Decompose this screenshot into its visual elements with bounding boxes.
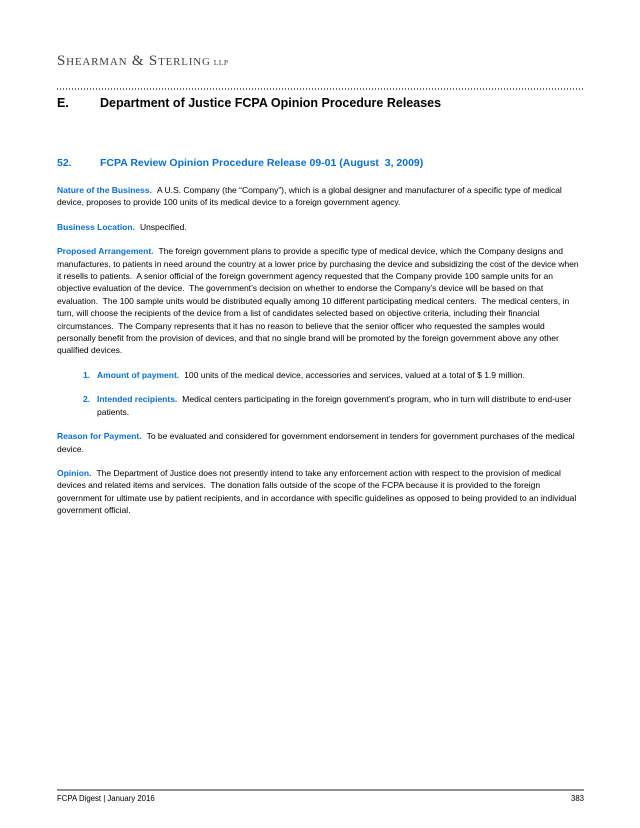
- footer-digest-label: FCPA Digest | January 2016: [57, 794, 155, 803]
- release-heading-number: 52.: [57, 157, 72, 169]
- list-item-label: Amount of payment.: [97, 369, 180, 380]
- paragraph-label: Business Location.: [57, 221, 135, 232]
- paragraph-text: A U.S. Company (the “Company”), which is a global designer and manufacturer of a specific type of medical device, proposes to provide 100 units of its medical device to a foreign government agency.: [57, 185, 565, 208]
- paragraph-text: The Department of Justice does not presently intend to take any enforcement action with respect to the provision of medical devices and related items and services. The donation falls outside of the scope of the FCPA because it is provided to the foreign government for ultimate use by patient recipients, and in accordance with specific guidelines as opposed to being provided to an individual government official.: [57, 467, 579, 516]
- list-item-number: 2.: [83, 394, 91, 405]
- paragraph-text: To be evaluated and considered for government endorsement in tenders for government purchases of the medical device.: [57, 431, 578, 454]
- paragraph-reason-for-payment: [57, 430, 583, 455]
- release-heading-title: FCPA Review Opinion Procedure Release 09-01 (August 3, 2009): [100, 157, 424, 169]
- firm-logo-name: Shearman & Sterling: [57, 53, 211, 69]
- list-item-body: [97, 393, 583, 418]
- numbered-list: [57, 369, 583, 418]
- list-item-amount-of-payment: [57, 369, 583, 381]
- list-item-intended-recipients: [57, 393, 583, 418]
- paragraph-label: Opinion.: [57, 467, 92, 478]
- paragraph-label: Reason for Payment.: [57, 431, 142, 442]
- page-footer: [57, 794, 584, 804]
- firm-logo-suffix: LLP: [213, 58, 229, 67]
- section-heading: [57, 96, 584, 111]
- document-body: [57, 157, 583, 529]
- paragraph-nature-of-business: [57, 184, 583, 209]
- list-item-body: [97, 369, 583, 381]
- paragraph-proposed-arrangement: [57, 245, 583, 357]
- paragraph-business-location: [57, 221, 583, 233]
- paragraph-label: Proposed Arrangement.: [57, 246, 154, 257]
- header-dotted-rule: [57, 88, 584, 90]
- paragraph-opinion: [57, 467, 583, 517]
- paragraph-text: The foreign government plans to provide a specific type of medical device, which the Company designs and manufactures, to patients in need around the country at a lower price by purchasing the device and subsidizing the cost of the device when it resells to patients. A senior official of the foreign government agency requested that the Company provide 100 sample units for an objective evaluation of the device. The government’s decision on whether to endorse the Company’s device will be based on that evaluation. The 100 sample units would be distributed equally among 10 different participating medical centers. The medical centers, in turn, will choose the recipients of the device from a list of candidates selected based on objective criteria, including their financial circumstances. The Company represents that it has no reason to believe that the senior officer who requested the samples would personally benefit from the provision of devices, and that no single brand will be promoted by the foreign government above any other qualified devices.: [57, 246, 582, 356]
- list-item-text: 100 units of the medical device, accessories and services, valued at a total of $ 1.9 million.: [184, 369, 525, 380]
- list-item-number: 1.: [83, 369, 91, 380]
- list-item-label: Intended recipients.: [97, 394, 178, 405]
- footer-page-number: 383: [570, 794, 584, 803]
- paragraph-label: Nature of the Business.: [57, 185, 152, 195]
- firm-logo: [57, 52, 229, 70]
- list-item-text: Medical centers participating in the foreign government’s program, who in turn will distribute to end-user patients.: [97, 394, 574, 417]
- section-heading-title: Department of Justice FCPA Opinion Procedure Releases: [100, 96, 442, 110]
- footer-rule: [57, 789, 584, 791]
- paragraph-text: Unspecified.: [139, 221, 187, 232]
- release-heading: [57, 157, 583, 170]
- section-heading-number: E.: [57, 96, 69, 110]
